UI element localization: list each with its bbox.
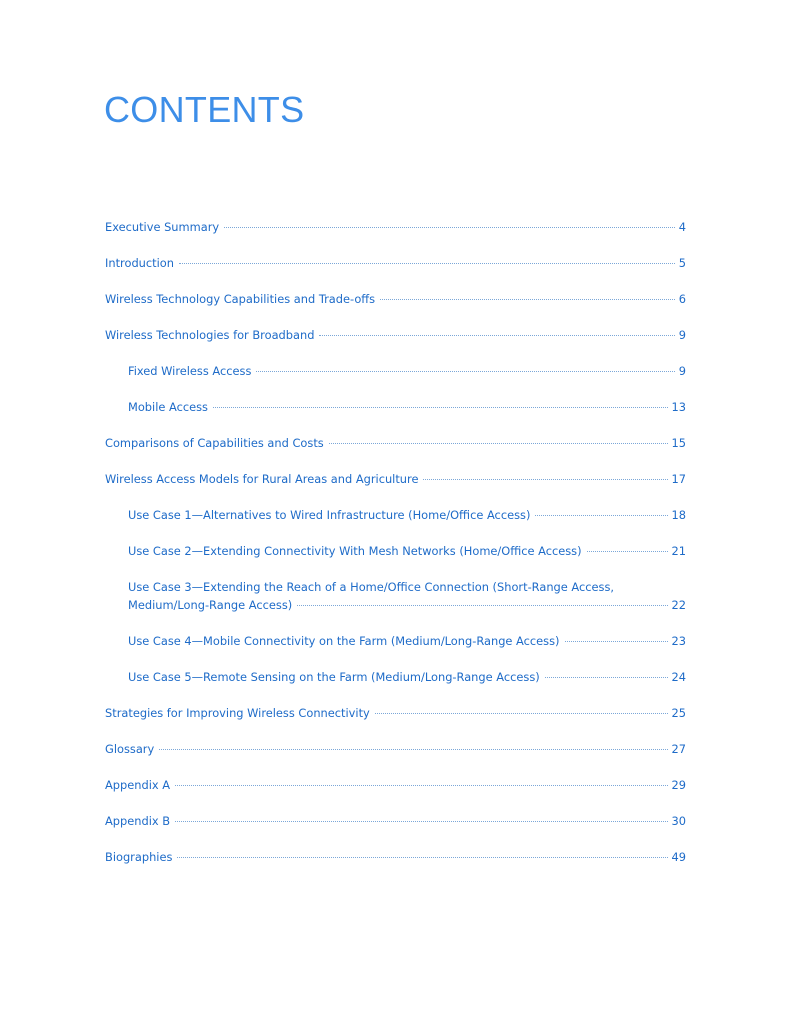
dot-leader bbox=[159, 748, 667, 750]
toc-page-number: 9 bbox=[678, 364, 686, 378]
dot-leader bbox=[545, 676, 668, 678]
toc-entry-label: Use Case 1—Alternatives to Wired Infrastructure (Home/Office Access) bbox=[128, 508, 531, 522]
toc-page-number: 6 bbox=[678, 292, 686, 306]
toc-entry-use-case-1[interactable] bbox=[105, 506, 686, 524]
toc-entry-label: Fixed Wireless Access bbox=[128, 364, 252, 378]
toc-entry-label: Glossary bbox=[105, 742, 155, 756]
dot-leader bbox=[380, 298, 675, 300]
dot-leader bbox=[256, 370, 674, 372]
dot-leader bbox=[179, 262, 675, 264]
toc-entry-label: Appendix B bbox=[105, 814, 171, 828]
toc-entry-label: Mobile Access bbox=[128, 400, 208, 414]
toc-entry-strategies[interactable] bbox=[105, 704, 686, 722]
dot-leader bbox=[587, 550, 668, 552]
dot-leader bbox=[175, 784, 667, 786]
toc-entry-appendix-b[interactable] bbox=[105, 812, 686, 830]
toc-entry-label: Wireless Technology Capabilities and Trade-offs bbox=[105, 292, 376, 306]
toc-entry-mobile-access[interactable] bbox=[105, 398, 686, 416]
dot-leader bbox=[175, 820, 667, 822]
toc-page-number: 17 bbox=[671, 472, 686, 486]
toc-page-number: 25 bbox=[671, 706, 686, 720]
toc-entry-label: Strategies for Improving Wireless Connectivity bbox=[105, 706, 370, 720]
toc-page-number: 21 bbox=[671, 544, 686, 558]
dot-leader bbox=[423, 478, 667, 480]
toc-page-number: 27 bbox=[671, 742, 686, 756]
toc-entry-label-line1: Use Case 3—Extending the Reach of a Home/Office Connection (Short-Range Access, bbox=[128, 580, 615, 594]
toc-page-number: 9 bbox=[678, 328, 686, 342]
toc-page-number: 22 bbox=[671, 598, 686, 612]
toc-page-number: 29 bbox=[671, 778, 686, 792]
toc-entry-label: Medium/Long-Range Access) bbox=[128, 598, 293, 612]
toc-entry-executive-summary[interactable] bbox=[105, 218, 686, 236]
toc-entry-introduction[interactable] bbox=[105, 254, 686, 272]
toc-entry-label: Biographies bbox=[105, 850, 173, 864]
toc-entry-use-case-5[interactable] bbox=[105, 668, 686, 686]
table-of-contents bbox=[105, 218, 686, 884]
toc-entry-use-case-2[interactable] bbox=[105, 542, 686, 560]
dot-leader bbox=[319, 334, 674, 336]
toc-entry-biographies[interactable] bbox=[105, 848, 686, 866]
dot-leader bbox=[329, 442, 668, 444]
toc-entry-appendix-a[interactable] bbox=[105, 776, 686, 794]
toc-entry-label: Appendix A bbox=[105, 778, 171, 792]
toc-page-number: 23 bbox=[671, 634, 686, 648]
toc-entry-use-case-3[interactable] bbox=[105, 578, 686, 614]
toc-entry-label: Use Case 5—Remote Sensing on the Farm (Medium/Long-Range Access) bbox=[128, 670, 540, 684]
toc-entry-capabilities-tradeoffs[interactable] bbox=[105, 290, 686, 308]
toc-entry-label: Comparisons of Capabilities and Costs bbox=[105, 436, 324, 450]
toc-entry-glossary[interactable] bbox=[105, 740, 686, 758]
toc-page-number: 13 bbox=[671, 400, 686, 414]
dot-leader bbox=[213, 406, 668, 408]
dot-leader bbox=[375, 712, 668, 714]
toc-entry-label: Wireless Technologies for Broadband bbox=[105, 328, 315, 342]
toc-page-number: 49 bbox=[671, 850, 686, 864]
dot-leader bbox=[565, 640, 668, 642]
toc-entry-comparisons[interactable] bbox=[105, 434, 686, 452]
toc-entry-label: Use Case 2—Extending Connectivity With Mesh Networks (Home/Office Access) bbox=[128, 544, 582, 558]
toc-entry-fixed-wireless-access[interactable] bbox=[105, 362, 686, 380]
toc-entry-label: Introduction bbox=[105, 256, 174, 270]
toc-entry-label: Executive Summary bbox=[105, 220, 220, 234]
toc-page-number: 18 bbox=[671, 508, 686, 522]
toc-entry-wireless-technologies[interactable] bbox=[105, 326, 686, 344]
dot-leader bbox=[177, 856, 667, 858]
toc-entry-label: Use Case 4—Mobile Connectivity on the Farm (Medium/Long-Range Access) bbox=[128, 634, 560, 648]
toc-page-number: 24 bbox=[671, 670, 686, 684]
toc-page-number: 15 bbox=[671, 436, 686, 450]
dot-leader bbox=[535, 514, 667, 516]
dot-leader bbox=[224, 226, 675, 228]
toc-entry-use-case-4[interactable] bbox=[105, 632, 686, 650]
page-title: CONTENTS bbox=[104, 89, 305, 130]
toc-page-number: 30 bbox=[671, 814, 686, 828]
dot-leader bbox=[297, 604, 667, 606]
toc-entry-label: Wireless Access Models for Rural Areas and Agriculture bbox=[105, 472, 419, 486]
toc-page-number: 4 bbox=[678, 220, 686, 234]
toc-page-number: 5 bbox=[678, 256, 686, 270]
toc-entry-access-models[interactable] bbox=[105, 470, 686, 488]
